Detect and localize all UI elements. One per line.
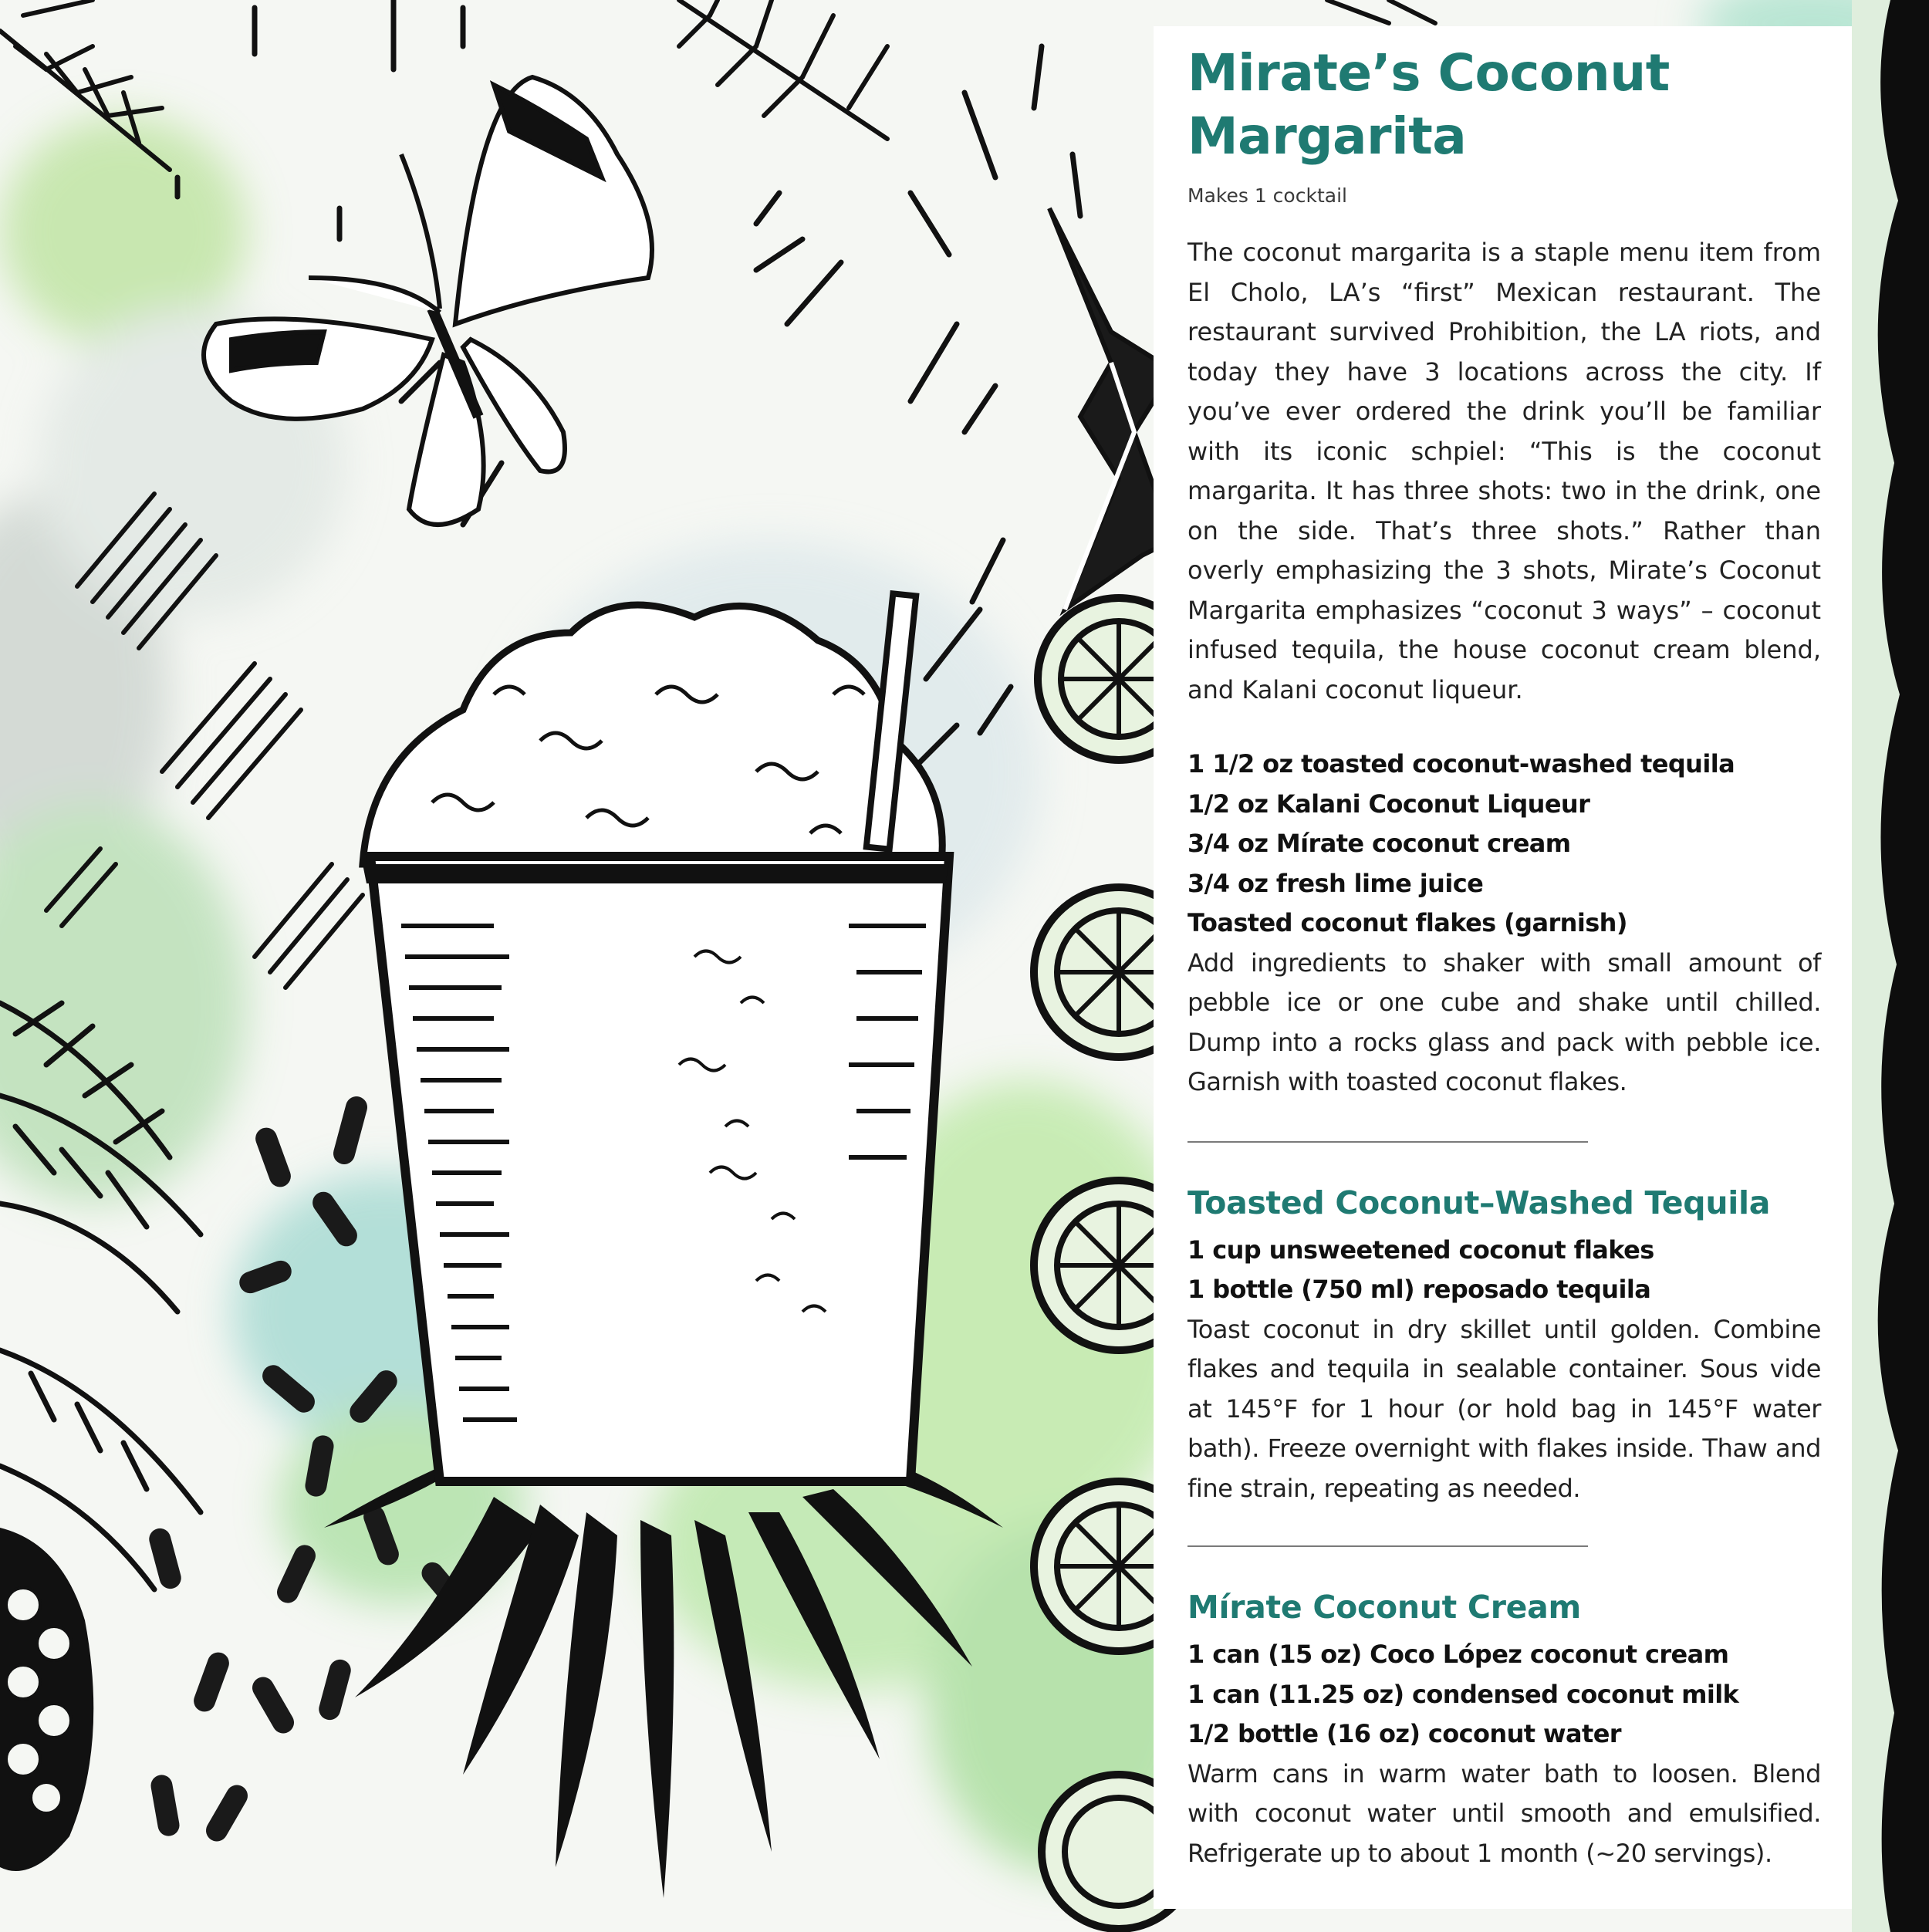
ingredient-item: 1 can (11.25 oz) condensed coconut milk [1187,1679,1739,1709]
recipe-title: Mirate’s Coconut Margarita [1187,43,1670,166]
ingredient-item: 3/4 oz Mírate coconut cream [1187,829,1571,858]
ingredient-item: 1 can (15 oz) Coco López coconut cream [1187,1640,1729,1669]
ingredient-item: 1 cup unsweetened coconut flakes [1187,1235,1654,1265]
cream-ingredient-list [1187,1635,1821,1755]
cream-subrecipe-title: Mírate Coconut Cream [1187,1589,1581,1626]
ingredient-list [1187,745,1821,944]
ingredient-item: 1 bottle (750 ml) reposado tequila [1187,1275,1651,1304]
ingredient-item: Toasted coconut flakes (garnish) [1187,908,1627,937]
cream-method: Warm cans in warm water bath to loosen. Blend with coconut water until smooth and emulsified. Refrigerate up to about 1 month (~20 servings). [1187,1758,1821,1868]
recipe-method: Add ingredients to shaker with small amount of pebble ice or one cube and shake until chilled. Dump into a rocks glass and pack with pebble ice. Garnish with toasted coconut flakes. [1187,947,1821,1096]
margarita-glass-drawing [363,593,949,1481]
section-divider [1187,1545,1588,1547]
ingredient-item: 3/4 oz fresh lime juice [1187,868,1484,898]
recipe-card [1154,26,1852,1909]
ingredient-item: 1/2 bottle (16 oz) coconut water [1187,1719,1621,1748]
ingredient-item: 1 1/2 oz toasted coconut-washed tequila [1187,749,1735,779]
ingredient-item: 1/2 oz Kalani Coconut Liqueur [1187,789,1590,819]
tequila-ingredient-list [1187,1231,1821,1310]
section-divider [1187,1141,1588,1143]
tequila-method: Toast coconut in dry skillet until golden. Combine flakes and tequila in sealable container. Sous vide at 145°F for 1 hour (or hold bag in 145°F water bath). Freeze overnight with flakes inside. Thaw and fine strain, repeating as needed. [1187,1314,1821,1503]
tequila-subrecipe-title: Toasted Coconut–Washed Tequila [1187,1184,1771,1221]
recipe-intro: The coconut margarita is a staple menu item from El Cholo, LA’s “first” Mexican restaurant. The restaurant survived Prohibition, the LA riots, and today they have 3 locations across the city. If you’ve ever ordered the drink you’ll be familiar with its iconic schpiel: “This is the coconut margarita. It has three shots: two in the drink, one on the side. That’s three shots.” Rather than overly emphasizing the 3 shots, Mirate’s Coconut Margarita emphasizes “coconut 3 ways” – coconut infused tequila, the house coconut cream blend, and Kalani coconut liqueur. [1187,238,1821,704]
recipe-yield: Makes 1 cocktail [1187,184,1347,207]
